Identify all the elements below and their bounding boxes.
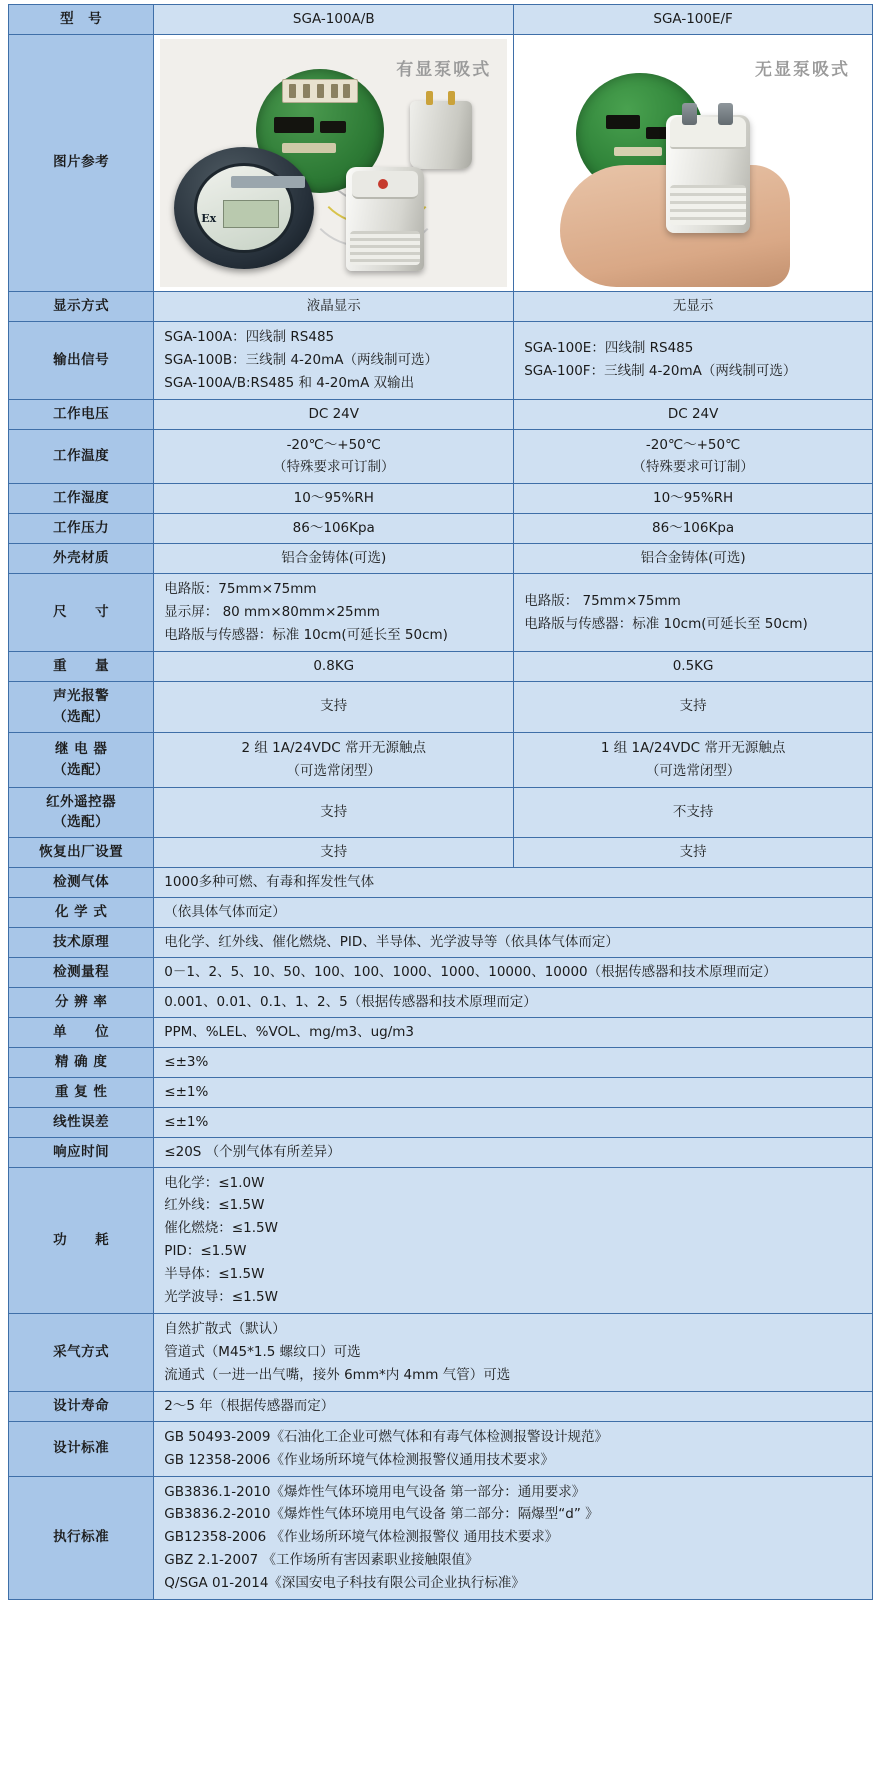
text-line: SGA-100F：三线制 4-20mA（两线制可选） (524, 363, 797, 380)
row-label-factory-reset: 恢复出厂设置 (9, 838, 154, 868)
model-b: SGA-100E/F (514, 5, 873, 35)
table-row (9, 928, 873, 958)
text-line: GB12358-2006 《作业场所环境气体检测报警仪 通用技术要求》 (164, 1529, 559, 1546)
text-line: 电路版：75mm×75mm (164, 581, 317, 598)
detector-threads (670, 185, 746, 225)
table-row (9, 987, 873, 1017)
label-sub: （选配） (53, 708, 110, 725)
row-label-output-signal: 输出信号 (9, 321, 154, 399)
factory-reset-a: 支持 (154, 838, 514, 868)
chip-icon (274, 117, 314, 133)
ex-mark-icon: Ex (201, 211, 217, 225)
table-row (9, 429, 873, 484)
table-row (9, 1421, 873, 1476)
table-row (9, 651, 873, 681)
table-row (9, 5, 873, 35)
voltage-b: DC 24V (514, 399, 873, 429)
row-label-dimension: 尺 寸 (9, 574, 154, 652)
table-row (9, 291, 873, 321)
text-line: 光学波导：≤1.5W (164, 1289, 278, 1306)
humidity-a: 10～95%RH (154, 484, 514, 514)
alarm-b: 支持 (514, 681, 873, 732)
table-row (9, 787, 873, 838)
lcd-screen (223, 200, 279, 228)
row-label-weight: 重 量 (9, 651, 154, 681)
product-photo-a (160, 39, 507, 287)
design-standard-value (154, 1421, 873, 1476)
pump-threads (350, 231, 420, 265)
pump-sensor-a (346, 167, 424, 271)
display-type-b: 无显示 (514, 291, 873, 321)
row-label-power: 功 耗 (9, 1167, 154, 1314)
gas-port-icon (682, 103, 697, 125)
relay-a (154, 732, 514, 787)
dimension-b (514, 574, 873, 652)
table-row (9, 399, 873, 429)
accuracy-value: ≤±3% (154, 1047, 873, 1077)
chip-icon (646, 127, 668, 139)
meter-face (194, 163, 294, 253)
repeatability-value: ≤±1% (154, 1077, 873, 1107)
text-line: 电化学：≤1.0W (164, 1174, 265, 1191)
photo-caption-b: 无显泵吸式 (755, 59, 850, 80)
row-label-accuracy: 精 确 度 (9, 1047, 154, 1077)
resolution-value: 0.001、0.01、0.1、1、2、5（根据传感器和技术原理而定） (154, 987, 873, 1017)
row-label-pressure: 工作压力 (9, 514, 154, 544)
row-label-response-time: 响应时间 (9, 1137, 154, 1167)
meter-top-bar (231, 176, 305, 188)
row-label-housing: 外壳材质 (9, 544, 154, 574)
row-label-unit: 单 位 (9, 1017, 154, 1047)
lifespan-value: 2～5 年（根据传感器而定） (154, 1391, 873, 1421)
row-label-detect-gas: 检测气体 (9, 868, 154, 898)
humidity-b: 10～95%RH (514, 484, 873, 514)
text-line: （特殊要求可订制） (273, 459, 395, 476)
connector-icon (282, 143, 336, 153)
table-row (9, 1314, 873, 1392)
table-row (9, 34, 873, 291)
row-label-ir-remote (9, 787, 154, 838)
row-label-relay (9, 732, 154, 787)
row-label-execution-standard: 执行标准 (9, 1476, 154, 1600)
text-line: 2 组 1A/24VDC 常开无源触点 (241, 739, 427, 756)
text-line: 自然扩散式（默认） (164, 1321, 286, 1338)
display-unit-a (174, 147, 314, 269)
housing-a: 铝合金铸体(可选) (154, 544, 514, 574)
photo-caption-a: 有显泵吸式 (396, 59, 492, 80)
row-label-range: 检测量程 (9, 958, 154, 988)
text-line: 电路版与传感器：标准 10cm(可延长至 50cm) (524, 615, 808, 632)
voltage-a: DC 24V (154, 399, 514, 429)
row-label-photo: 图片参考 (9, 34, 154, 291)
text-line: GB 50493-2009《石油化工企业可燃气体和有毒气体检测报警设计规范》 (164, 1428, 608, 1445)
table-row (9, 484, 873, 514)
photo-cell-a (154, 34, 514, 291)
table-row (9, 1167, 873, 1314)
connector-icon (614, 147, 662, 156)
table-row (9, 514, 873, 544)
text-line: （可选常闭型） (286, 762, 381, 779)
execution-standard-value (154, 1476, 873, 1600)
photo-cell-b (514, 34, 873, 291)
text-line: GB 12358-2006《作业场所环境气体检测报警仪通用技术要求》 (164, 1451, 554, 1468)
text-line: 显示屏： 80 mm×80mm×25mm (164, 604, 380, 621)
terminal-block-icon (282, 79, 358, 103)
table-row (9, 1476, 873, 1600)
technology-value: 电化学、红外线、催化燃烧、PID、半导体、光学波导等（依具体气体而定） (154, 928, 873, 958)
row-label-repeatability: 重 复 性 (9, 1077, 154, 1107)
text-line: SGA-100A/B:RS485 和 4-20mA 双输出 (164, 374, 415, 391)
range-value: 0－1、2、5、10、50、100、100、1000、1000、10000、10000（根据传感器和技术原理而定） (154, 958, 873, 988)
factory-reset-b: 支持 (514, 838, 873, 868)
text-line: GB3836.1-2010《爆炸性气体环境用电气设备 第一部分：通用要求》 (164, 1483, 586, 1500)
text-line: 半导体：≤1.5W (164, 1266, 265, 1283)
row-label-design-standard: 设计标准 (9, 1421, 154, 1476)
text-line: 电路版与传感器：标准 10cm(可延长至 50cm) (164, 626, 448, 643)
display-type-a: 液晶显示 (154, 291, 514, 321)
chip-icon (320, 121, 346, 133)
table-row (9, 574, 873, 652)
row-label-voltage: 工作电压 (9, 399, 154, 429)
row-label-technology: 技术原理 (9, 928, 154, 958)
table-row (9, 838, 873, 868)
row-label-linearity: 线性误差 (9, 1107, 154, 1137)
unit-value: PPM、%LEL、%VOL、mg/m3、ug/m3 (154, 1017, 873, 1047)
pressure-b: 86～106Kpa (514, 514, 873, 544)
detector-unit-b (666, 115, 750, 233)
temperature-a (154, 429, 514, 484)
row-label-sampling: 采气方式 (9, 1314, 154, 1392)
text-line: （特殊要求可订制） (632, 459, 754, 476)
text-line: SGA-100A：四线制 RS485 (164, 328, 335, 345)
product-photo-b (520, 39, 866, 287)
table-row (9, 1137, 873, 1167)
row-label-display-type: 显示方式 (9, 291, 154, 321)
text-line: 催化燃烧：≤1.5W (164, 1220, 278, 1237)
text-line: PID：≤1.5W (164, 1243, 247, 1260)
ir-remote-a: 支持 (154, 787, 514, 838)
text-line: -20℃～+50℃ (286, 436, 381, 453)
chemical-formula-value: （依具体气体而定） (154, 898, 873, 928)
chip-icon (606, 115, 640, 129)
response-time-value: ≤20S （个别气体有所差异） (154, 1137, 873, 1167)
row-label-humidity: 工作湿度 (9, 484, 154, 514)
power-value (154, 1167, 873, 1314)
gas-port-icon (718, 103, 733, 125)
output-signal-a (154, 321, 514, 399)
text-line: Q/SGA 01-2014《深国安电子科技有限公司企业执行标准》 (164, 1575, 525, 1592)
text-line: 红外线：≤1.5W (164, 1197, 265, 1214)
dimension-a (154, 574, 514, 652)
housing-b: 铝合金铸体(可选) (514, 544, 873, 574)
table-row (9, 868, 873, 898)
text-line: GBZ 2.1-2007 《工作场所有害因素职业接触限值》 (164, 1552, 479, 1569)
label-main: 继 电 器 (54, 740, 108, 757)
table-row (9, 958, 873, 988)
table-row (9, 1077, 873, 1107)
label-main: 声光报警 (53, 687, 110, 704)
weight-b: 0.5KG (514, 651, 873, 681)
table-row (9, 1391, 873, 1421)
text-line: 电路版： 75mm×75mm (524, 592, 681, 609)
table-row (9, 544, 873, 574)
table-row (9, 1107, 873, 1137)
model-a: SGA-100A/B (154, 5, 514, 35)
sensor-module-a (410, 101, 472, 169)
sampling-value (154, 1314, 873, 1392)
table-row (9, 732, 873, 787)
text-line: 管道式（M45*1.5 螺纹口）可选 (164, 1343, 361, 1360)
linearity-value: ≤±1% (154, 1107, 873, 1137)
text-line: GB3836.2-2010《爆炸性气体环境用电气设备 第二部分：隔爆型“d” 》 (164, 1506, 599, 1523)
temperature-b (514, 429, 873, 484)
row-label-temperature: 工作温度 (9, 429, 154, 484)
table-row (9, 321, 873, 399)
label-main: 红外遥控器 (46, 793, 117, 810)
weight-a: 0.8KG (154, 651, 514, 681)
text-line: SGA-100B：三线制 4-20mA（两线制可选） (164, 351, 438, 368)
row-label-resolution: 分 辨 率 (9, 987, 154, 1017)
row-label-alarm (9, 681, 154, 732)
text-line: 1 组 1A/24VDC 常开无源触点 (600, 739, 786, 756)
table-row (9, 898, 873, 928)
row-label-chemical-formula: 化 学 式 (9, 898, 154, 928)
specification-table (8, 4, 873, 1600)
row-label-lifespan: 设计寿命 (9, 1391, 154, 1421)
text-line: 流通式（一进一出气嘴，接外 6mm*内 4mm 气管）可选 (164, 1366, 511, 1383)
label-sub: （选配） (53, 814, 110, 831)
row-label-model: 型 号 (9, 5, 154, 35)
text-line: （可选常闭型） (645, 762, 741, 779)
text-line: SGA-100E：四线制 RS485 (524, 340, 694, 357)
label-sub: （选配） (53, 761, 110, 778)
table-row (9, 1047, 873, 1077)
relay-b (514, 732, 873, 787)
text-line: -20℃～+50℃ (645, 436, 741, 453)
ir-remote-b: 不支持 (514, 787, 873, 838)
output-signal-b (514, 321, 873, 399)
detect-gas-value: 1000多种可燃、有毒和挥发性气体 (154, 868, 873, 898)
table-row (9, 681, 873, 732)
alarm-a: 支持 (154, 681, 514, 732)
pressure-a: 86～106Kpa (154, 514, 514, 544)
table-row (9, 1017, 873, 1047)
